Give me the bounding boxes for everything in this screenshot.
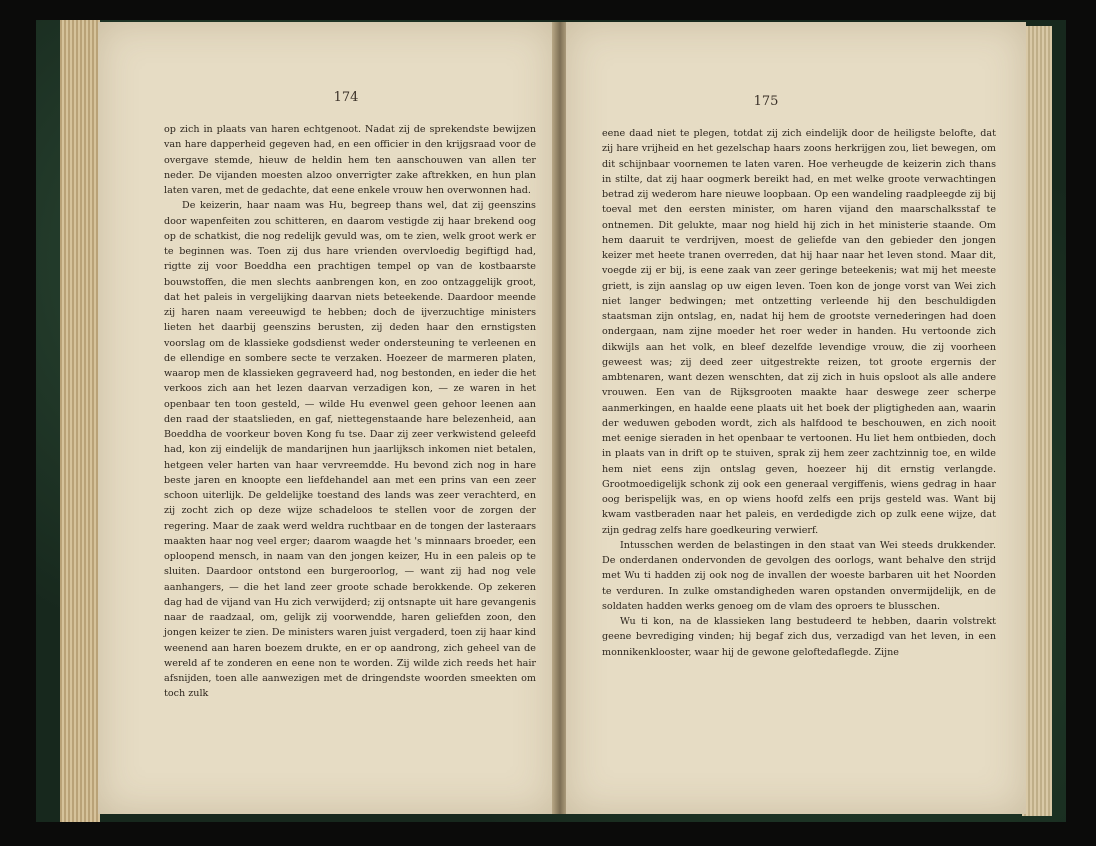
left-page-text	[164, 122, 536, 702]
page-number-left: 174	[333, 90, 359, 105]
right-page	[566, 22, 1026, 814]
paragraph: op zich in plaats van haren echtgenoot. Nadat zij de sprekendste bewijzen van hare dapperheid gegeven had, en een officier in den krijgsraad voor de overgave stemde, hieuw de heldin hem ten aanschouwen van allen ter neder. De vijanden moesten alzoo onverrigter zake aftrekken, en hun plan laten varen, met de gedachte, dat eene enkele vrouw hen overwonnen had.	[164, 124, 536, 196]
page-edges-right	[1022, 26, 1052, 816]
page-number-right: 175	[753, 94, 779, 109]
paragraph: eene daad niet te plegen, totdat zij zich eindelijk door de heiligste belofte, dat zij hare vrijheid en het gezelschap haars zoons herkrijgen zou, liet bewegen, om dit schijnbaar voornemen te laten varen. Hoe verheugde de keizerin zich thans in stilte, dat zij haar oogmerk bereikt had, en met welke groote verwachtingen betrad zij wederom hare nieuwe loopbaan. Op een wandeling raadpleegde zij bij toeval met den eersten minister, om haren vijand den maarschalksstaf te ontnemen. Dit gelukte, maar nog hield hij zich in het ministerie staande. Om hem daaruit te verdrijven, moest de geliefde van den gebieder den jongen keizer met heete tranen overreden, dat hij haar naar het leven stond. Maar dit, voegde zij er bij, is eene zaak van zeer geringe beteekenis; wat mij het meeste griett, is zijn aanslag op uw eigen leven. Toen kon de jonge vorst van Wei zich niet langer bedwingen; met ontzetting verleende hij den beschuldigden staatsman zijn ontslag, en, nadat hij hem de grootste vernederingen had doen ondergaan, nam zijne moeder het roer weder in handen. Hu vertoonde zich dikwijls aan het volk, en bleef dezelfde levendige vrouw, die zij voorheen geweest was; zij deed zeer uitgestrekte reizen, tot groote ergernis der ambtenaren, want dezen wenschten, dat zij zich in huis opsloot als alle andere vrouwen. Een van de Rijksgrooten maakte haar deswege zeer scherpe aanmerkingen, en haalde eene plaats uit het boek der pligtigheden aan, waarin der weduwen geboden wordt, zich als halfdood te beschouwen, en zich nooit met eenige sieraden in het openbaar te vertoonen. Hu liet hem ontbieden, doch in plaats van in drift op te stuiven, sprak zij hem zeer zachtzinnig toe, en wilde hem niet eens zijn ontslag geven, hoezeer hij dit ernstig verlangde. Grootmoedigelijk schonk zij ook een generaal vergiffenis, wiens gedrag in haar oog berispelijk was, en op wiens hoofd zelfs een prijs gesteld was. Want bij kwam vastberaden naar het paleis, en verdedigde zich op zulk eene wijze, dat zijn gedrag zelfs hare goedkeuring verwierf.	[602, 128, 996, 536]
paragraph: Intusschen werden de belastingen in den staat van Wei steeds drukkender. De onderdanen ondervonden de gevolgen des oorlogs, want behalve den strijd met Wu ti hadden zij ook nog de invallen der woeste barbaren uit het Noorden te verduren. In zulke omstandigheden waren opstanden onvermijdelijk, en de soldaten hadden werks genoeg om de vlam des oproers te blusschen.	[602, 539, 996, 612]
left-page	[98, 22, 554, 814]
paragraph: Wu ti kon, na de klassieken lang bestudeerd te hebben, daarin volstrekt geene bevrediging vinden; hij begaf zich dus, verzadigd van het leven, in een monnikenklooster, waar hij de gewone geloftedaflegde. Zijne	[602, 616, 996, 658]
right-page-text	[602, 126, 996, 660]
paragraph: De keizerin, haar naam was Hu, begreep thans wel, dat zij geenszins door wapenfeiten zou schitteren, en daarom vestigde zij haar brekend oog op de schatkist, die nog redelijk gevuld was, om te zien, welk groot werk er te beginnen was. Toen zij dus hare vrienden overvloedig begiftigd had, rigtte zij voor Boeddha een prachtigen tempel op van de kostbaarste bouwstoffen, die men slechts aanbrengen kon, en zoo ontzaggelijk groot, dat het paleis in vergelijking daarvan niets beteekende. Daardoor meende zij haren naam vereeuwigd te hebben; doch de ijverzuchtige ministers lieten het daarbij geenszins berusten, zij deden haar den ernstigsten voorslag om de klassieke godsdienst weder ondersteuning te verleenen en de ellendige en sombere secte te verzaken. Hoezeer de marmeren platen, waarop men de klassieken gegraveerd had, nog bestonden, en ieder die het verkoos zich aan het lezen daarvan verzadigen kon, — ze waren in het openbaar ten toon gesteld, — wilde Hu evenwel geen gehoor leenen aan den raad der staatslieden, en gaf, niettegenstaande hare belezenheid, aan Boeddha de voorkeur boven Kong fu tse. Daar zij zeer verkwistend geleefd had, kon zij eindelijk de mandarijnen hun jaarlijksch inkomen niet betalen, hetgeen veler harten van haar vervreemdde. Hu bevond zich nog in hare beste jaren en knoopte een liefdehandel aan met een prins van een zeer schoon uiterlijk. De geldelijke toestand des lands was zeer verachterd, en zij zocht zich op deze wijze schadeloos te stellen voor de zorgen der regering. Maar de zaak werd weldra ruchtbaar en de tongen der lasteraars maakten haar nog veel erger; daarom waagde het 's minnaars broeder, een oploopend mensch, in naam van den jongen keizer, Hu in een paleis op te sluiten. Daardoor ontstond een burgeroorlog, — want zij had nog vele aanhangers, — die het land zeer groote schade berokkende. Op zekeren dag had de vijand van Hu zich verwijderd; zij ontsnapte uit hare gevangenis naar de raadzaal, om, gelijk zij voorwendde, haren geliefden zoon, den jongen keizer te zien. De ministers waren juist vergaderd, toen zij haar kind weenend aan haren boezem drukte, en er op aandrong, zich geheel van de wereld af te zonderen en eene non te worden. Zij wilde zich reeds het hair afsnijden, toen alle aanwezigen met de dringendste woorden smeekten om toch zulk	[164, 200, 536, 700]
page-edges-left	[60, 20, 100, 822]
